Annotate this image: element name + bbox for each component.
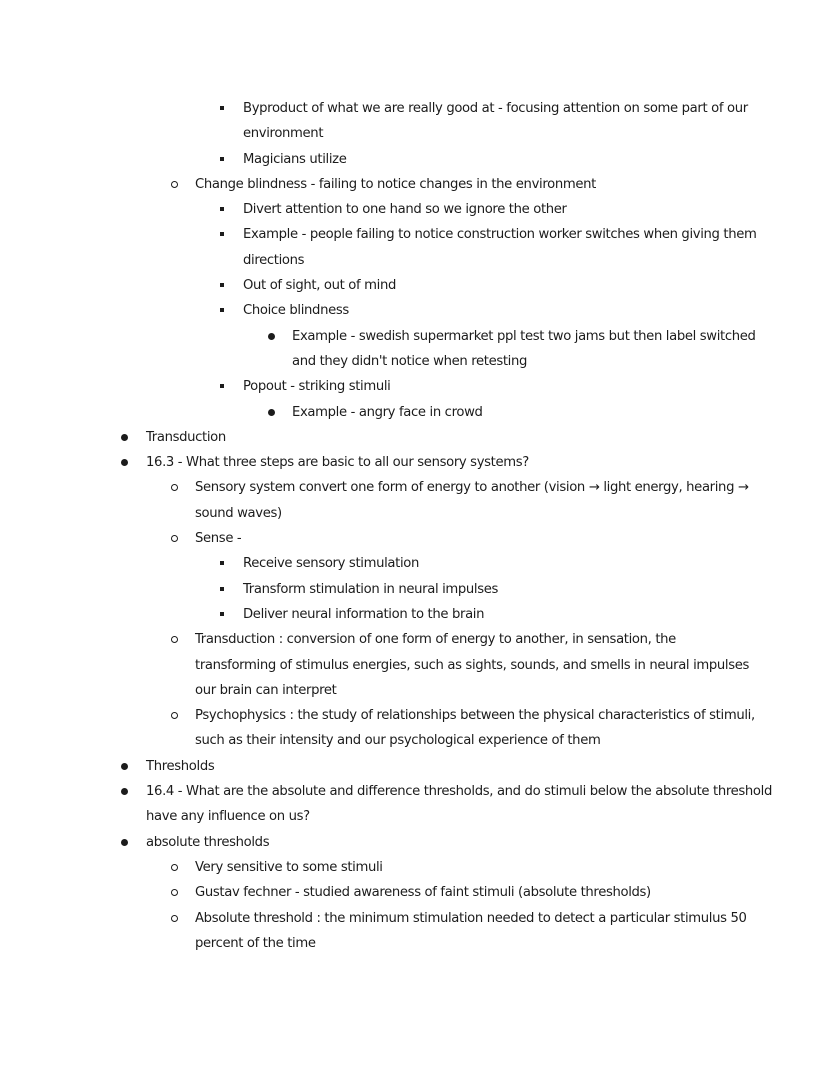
continuation-line [0,728,828,753]
line-text: Out of sight, out of mind [243,278,397,294]
line-text: Magicians utilize [243,151,347,167]
bullet-item-level-3 [0,147,828,172]
line-text: Choice blindness [243,303,349,319]
line-text: 16.4 - What are the absolute and difference thresholds, and do stimuli below the absolute threshold [146,784,772,800]
bullet-item-level-2 [0,526,828,551]
bullet-item-level-1 [0,779,828,804]
continuation-line [0,501,828,526]
line-text: Deliver neural information to the brain [243,606,485,622]
bullet-item-level-2 [0,906,828,931]
bullet-item-level-3 [0,222,828,247]
bullet-item-level-4 [0,324,828,349]
line-text: Example - swedish supermarket ppl test two jams but then label switched [292,328,756,344]
line-text: Transduction [146,429,226,445]
line-text: sound waves) [195,505,282,521]
line-text: Absolute threshold : the minimum stimulation needed to detect a particular stimulus 50 [195,910,747,926]
bullet-item-level-1 [0,450,828,475]
square-bullet-icon [220,232,224,236]
bullet-item-level-1 [0,425,828,450]
continuation-line [0,931,828,956]
bullet-item-level-2 [0,627,828,652]
line-text: Very sensitive to some stimuli [195,859,383,875]
line-text: environment [243,126,324,142]
continuation-line [0,248,828,273]
line-text: Gustav fechner - studied awareness of faint stimuli (absolute thresholds) [195,885,651,901]
bullet-item-level-2 [0,172,828,197]
hollow-bullet-icon [171,484,178,491]
line-text: Byproduct of what we are really good at - focusing attention on some part of our [243,101,748,116]
line-text: our brain can interpret [195,682,337,698]
line-text: and they didn't notice when retesting [292,353,528,369]
hollow-bullet-icon [171,889,178,896]
bullet-item-level-2 [0,880,828,905]
filled-bullet-icon [268,409,275,416]
line-text: Sense - [195,531,242,547]
line-text: Popout - striking stimuli [243,379,391,395]
bullet-item-level-3 [0,374,828,399]
line-text: Divert attention to one hand so we ignore the other [243,202,567,218]
square-bullet-icon [220,207,224,211]
square-bullet-icon [220,561,224,565]
line-text: Thresholds [146,758,215,774]
line-text: Sensory system convert one form of energy to another (vision → light energy, hearing → [195,480,749,496]
bullet-item-level-3 [0,197,828,222]
continuation-line [0,804,828,829]
line-text: Example - angry face in crowd [292,404,483,420]
bullet-item-level-2 [0,475,828,500]
filled-bullet-icon [121,788,128,795]
continuation-line [0,653,828,678]
bullet-item-level-1 [0,830,828,855]
continuation-line [0,678,828,703]
bullet-item-level-3 [0,602,828,627]
bullet-item-level-3 [0,96,828,121]
line-text: absolute thresholds [146,834,270,850]
filled-bullet-icon [121,763,128,770]
line-text: Example - people failing to notice construction worker switches when giving them [243,227,757,243]
line-text: Psychophysics : the study of relationships between the physical characteristics of stimuli, [195,708,755,724]
hollow-bullet-icon [171,712,178,719]
bullet-item-level-2 [0,855,828,880]
filled-bullet-icon [121,434,128,441]
filled-bullet-icon [121,839,128,846]
hollow-bullet-icon [171,636,178,643]
filled-bullet-icon [121,459,128,466]
square-bullet-icon [220,283,224,287]
bullet-item-level-2 [0,703,828,728]
line-text: Transduction : conversion of one form of energy to another, in sensation, the [195,632,676,648]
line-text: Change blindness - failing to notice changes in the environment [195,176,596,192]
continuation-line [0,349,828,374]
square-bullet-icon [220,157,224,161]
bullet-item-level-3 [0,577,828,602]
square-bullet-icon [220,384,224,388]
line-text: 16.3 - What three steps are basic to all our sensory systems? [146,455,529,471]
filled-bullet-icon [268,333,275,340]
hollow-bullet-icon [171,535,178,542]
hollow-bullet-icon [171,915,178,922]
bullet-item-level-3 [0,273,828,298]
document-page [0,96,828,956]
line-text: directions [243,252,305,268]
continuation-line [0,121,828,146]
square-bullet-icon [220,308,224,312]
hollow-bullet-icon [171,864,178,871]
line-text: Transform stimulation in neural impulses [243,581,499,597]
square-bullet-icon [220,612,224,616]
square-bullet-icon [220,106,224,110]
line-text: such as their intensity and our psychological experience of them [195,733,601,749]
line-text: Receive sensory stimulation [243,556,419,572]
line-text: transforming of stimulus energies, such as sights, sounds, and smells in neural impulses [195,657,750,673]
square-bullet-icon [220,587,224,591]
hollow-bullet-icon [171,181,178,188]
line-text: have any influence on us? [146,809,310,825]
bullet-item-level-3 [0,551,828,576]
bullet-item-level-1 [0,754,828,779]
bullet-item-level-4 [0,400,828,425]
bullet-item-level-3 [0,298,828,323]
line-text: percent of the time [195,935,316,951]
